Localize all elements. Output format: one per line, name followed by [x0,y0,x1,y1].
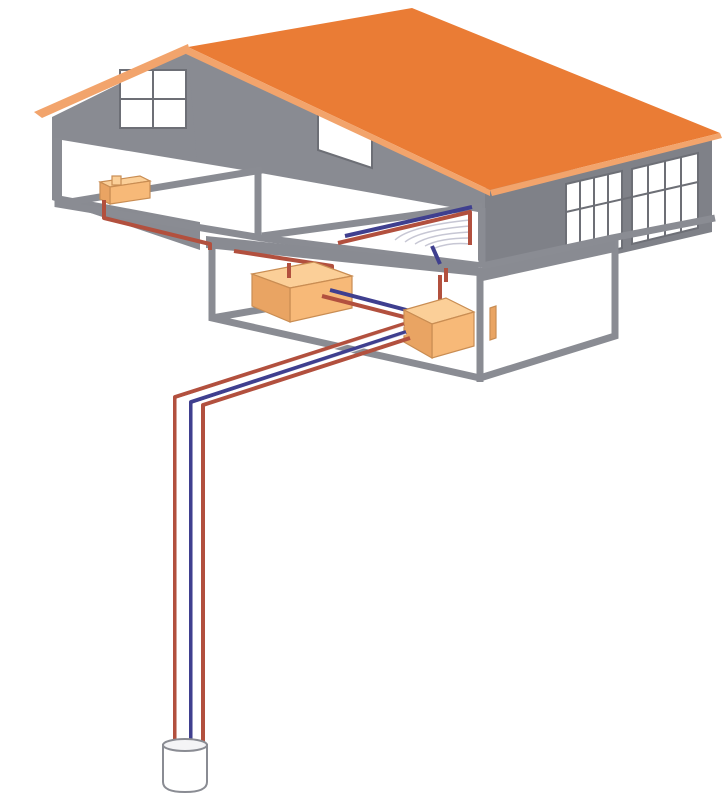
borehole [163,739,207,792]
vertical-ground-loop [175,324,410,758]
